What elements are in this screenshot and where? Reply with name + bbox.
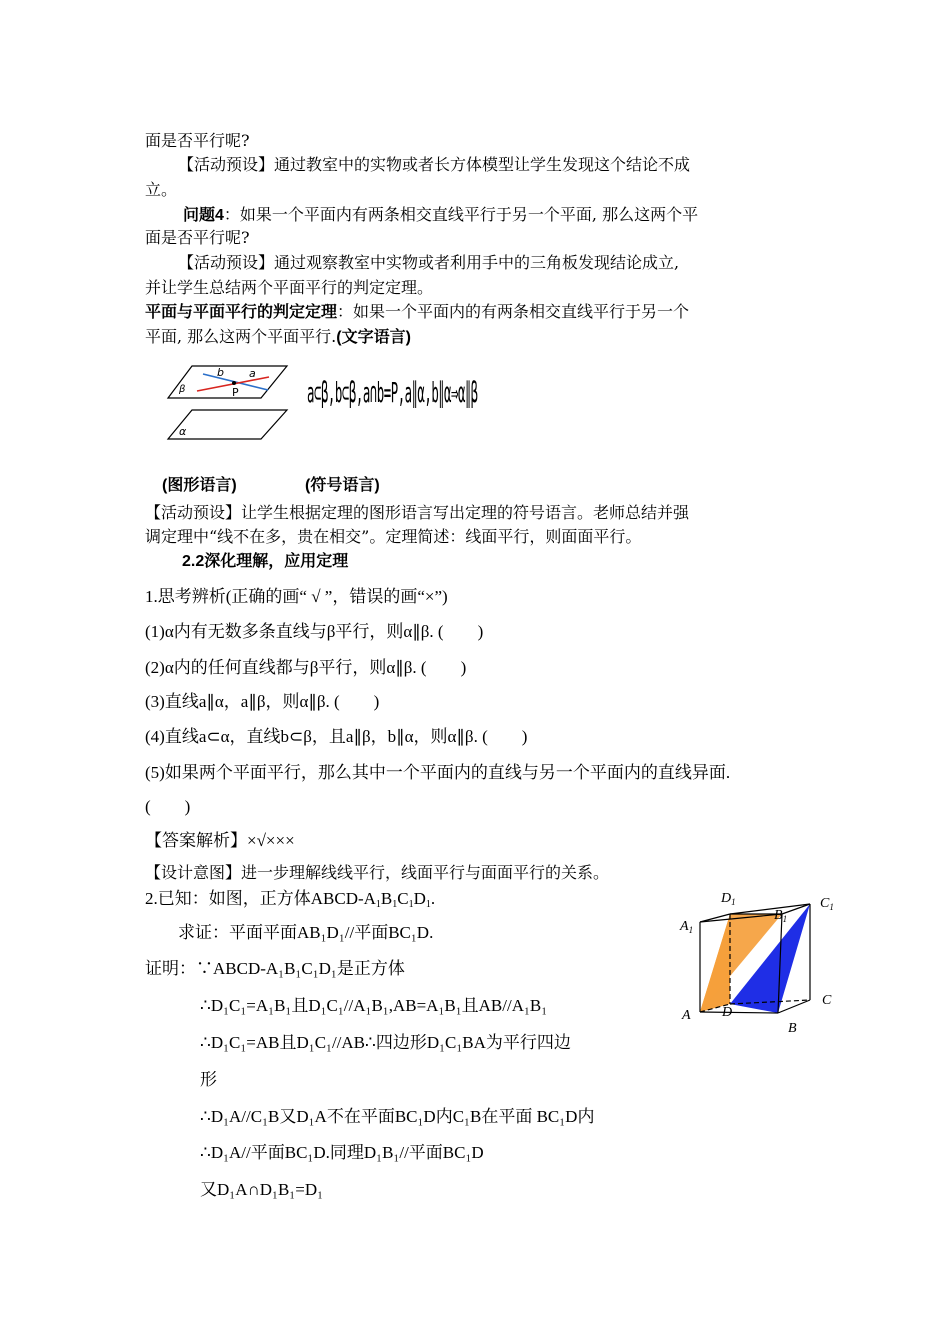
preset-3b: 调定理中“线不在多，贵在相交”。定理简述：线面平行，则面面平行。 (145, 527, 642, 546)
theorem-line-1 (145, 301, 689, 324)
label-beta: β (179, 384, 186, 395)
proof-label: 证明： (145, 959, 196, 978)
proof-line-1 (145, 958, 405, 980)
theorem-line-2 (145, 326, 411, 349)
answer-analysis: 【答案解析】×√××× (145, 831, 295, 850)
question-4-cont: 面是否平行呢? (145, 228, 250, 247)
label-b: b (217, 366, 224, 379)
given-text-c: C (397, 889, 409, 908)
prove-statement: 平面AB₁D₁//平面BC₁D. (263, 923, 434, 942)
label-b: B (788, 1021, 797, 1036)
label-alpha: α (179, 425, 187, 438)
theorem-title: 平面与平面平行的判定定理 (145, 304, 338, 321)
given-text-d: D (413, 889, 426, 908)
label-p: P (232, 386, 239, 399)
plane-beta (168, 366, 287, 398)
cube-figure (676, 888, 846, 1038)
exercise-1-item-1: (1)α内有无数多条直线与β平行，则α∥β. ( ) (145, 622, 484, 641)
exercise-1-prompt: 1.思考辨析(正确的画“ √ ”，错误的画“×”) (145, 587, 448, 606)
exercise-1-item-4: (4)直线a⊂α，直线b⊂β，且a∥β，b∥α，则α∥β. ( ) (145, 727, 528, 746)
preset-2b: 并让学生总结两个平面平行的判定定理。 (145, 278, 434, 297)
question-4-label: 问题4 (183, 207, 224, 224)
given-text-a: 2.已知：如图，正方体ABCD-A (145, 889, 376, 908)
section-title: 2.2深化理解，应用定理 (182, 553, 349, 570)
exercise-1-item-3: (3)直线a∥α，a∥β，则α∥β. ( ) (145, 692, 380, 711)
label-a: A (682, 1008, 691, 1023)
label-a: a (249, 367, 256, 380)
preset-1b: 立。 (145, 180, 178, 199)
symbol-language-tag: (符号语言) (305, 477, 380, 494)
point-p (232, 381, 236, 385)
proof-step-3: ∴D₁C₁=AB且D₁C₁//AB∴四边形D₁C₁BA为平行四边 (200, 1033, 571, 1052)
symbolic-statement (307, 378, 497, 436)
given-sub-4: 1 (425, 899, 431, 910)
exercise-1-item-5: (5)如果两个平面平行，那么其中一个平面内的直线与另一个平面内的直线异面. (145, 763, 731, 782)
label-c: C (822, 993, 832, 1008)
proof-step-1: ∵ABCD-A₁B₁C₁D₁是正方体 (196, 959, 405, 978)
exercise-1-item-2: (2)α内的任何直线都与β平行，则α∥β. ( ) (145, 658, 467, 677)
preset-2a: 【活动预设】通过观察教室中实物或者利用手中的三角板发现结论成立, (178, 253, 680, 272)
label-b1: $B_1$ (774, 908, 788, 924)
proof-step-4: 形 (200, 1070, 217, 1089)
preset-1a: 【活动预设】通过教室中的实物或者长方体模型让学生发现这个结论不成 (178, 155, 691, 174)
proof-step-6: ∴D₁A//平面BC₁D.同理D₁B₁//平面BC₁D (200, 1143, 484, 1162)
question-4-text: ：如果一个平面内有两条相交直线平行于另一个平面, 那么这两个平 (223, 205, 699, 224)
theorem-text-b: 平面, 那么这两个平面平行. (145, 327, 337, 346)
label-a1: $A_1$ (680, 919, 694, 935)
prove-statement-line (178, 922, 433, 944)
label-d1: $D_1$ (721, 891, 736, 907)
given-sub-3: 1 (408, 899, 414, 910)
label-d: D (722, 1005, 733, 1020)
proof-step-2: ∴D₁C₁=A₁B₁且D₁C₁//A₁B₁,AB=A₁B₁且AB//A₁B₁ (200, 996, 548, 1015)
symbolic-text: a⊂β,b⊂β,a∩b=P,a∥α,b∥α⇒α∥β (307, 378, 478, 410)
graphic-language-tag: (图形语言) (162, 477, 237, 494)
given-sub-2: 1 (392, 899, 398, 910)
label-c1: $C_1$ (820, 896, 834, 912)
preset-3a: 【活动预设】让学生根据定理的图形语言写出定理的符号语言。老师总结并强 (145, 503, 690, 522)
exercise-2-given: 2.已知：如图，正方体ABCD-$A_1B_1C_1D_1$. (145, 889, 436, 910)
prove-label: 求证：平面 (178, 923, 263, 942)
exercise-1-item-5-paren: ( ) (145, 797, 191, 816)
design-intent: 【设计意图】进一步理解线线平行，线面平行与面面平行的关系。 (145, 863, 610, 882)
question-4 (183, 204, 698, 227)
intro-line-1: 面是否平行呢? (145, 131, 250, 150)
proof-step-5: ∴D₁A//C₁B又D₁A不在平面BC₁D内C₁B在平面 BC₁D内 (200, 1107, 595, 1126)
parallel-planes-figure (165, 360, 290, 445)
given-text-b: B (380, 889, 393, 908)
proof-step-7: 又D₁A∩D₁B₁=D₁ (200, 1180, 324, 1199)
given-sub-1: 1 (375, 899, 381, 910)
text-language-tag: (文字语言) (336, 329, 411, 346)
theorem-text-a: ：如果一个平面内的有两条相交直线平行于另一个 (337, 302, 690, 321)
